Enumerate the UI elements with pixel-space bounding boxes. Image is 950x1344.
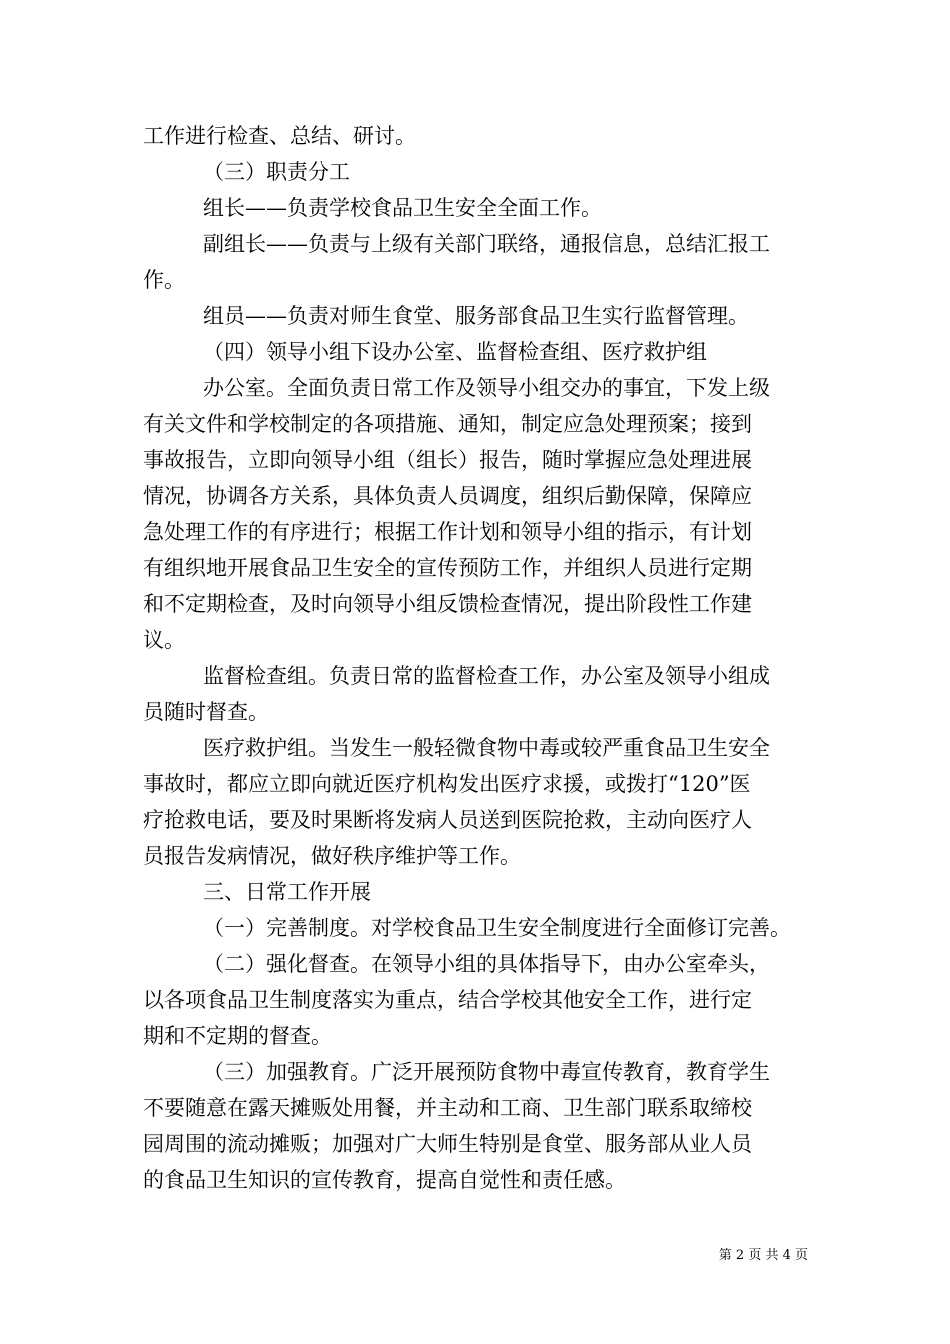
page-number: 第 2 页 共 4 页 [718, 1248, 808, 1263]
paragraph-line: 办公室。全面负责日常工作及领导小组交办的事宜，下发上级 [203, 376, 770, 400]
section-heading: （三）职责分工 [203, 160, 350, 184]
paragraph-line: 组长——负责学校食品卫生安全全面工作。 [203, 196, 602, 220]
paragraph-line: 疗抢救电话，要及时果断将发病人员送到医院抢救，主动向医疗人 [143, 808, 752, 832]
paragraph-line: 医疗救护组。当发生一般轻微食物中毒或较严重食品卫生安全 [203, 736, 770, 760]
paragraph-line: 期和不定期的督查。 [143, 1024, 332, 1048]
paragraph-line: 有关文件和学校制定的各项措施、通知，制定应急处理预案；接到 [143, 412, 752, 436]
paragraph-line: （三）加强教育。广泛开展预防食物中毒宣传教育，教育学生 [203, 1060, 770, 1084]
paragraph-line: （二）强化督查。在领导小组的具体指导下，由办公室牵头， [203, 952, 770, 976]
paragraph-line: 以各项食品卫生制度落实为重点，结合学校其他安全工作，进行定 [143, 988, 752, 1012]
paragraph-line: 议。 [143, 628, 185, 652]
body-text [143, 118, 808, 1198]
section-heading: （四）领导小组下设办公室、监督检查组、医疗救护组 [203, 340, 707, 364]
paragraph-line: 情况，协调各方关系，具体负责人员调度，组织后勤保障，保障应 [143, 484, 752, 508]
paragraph-line: 事故报告，立即向领导小组（组长）报告，随时掌握应急处理进展 [143, 448, 752, 472]
paragraph-line: 员随时督查。 [143, 700, 269, 724]
paragraph-line: 员报告发病情况，做好秩序维护等工作。 [143, 844, 521, 868]
paragraph-line: 事故时，都应立即向就近医疗机构发出医疗求援，或拨打“120”医 [143, 772, 751, 796]
paragraph-line: 急处理工作的有序进行；根据工作计划和领导小组的指示，有计划 [143, 520, 752, 544]
paragraph-line: 不要随意在露天摊贩处用餐，并主动和工商、卫生部门联系取缔校 [143, 1096, 752, 1120]
paragraph-line: 和不定期检查，及时向领导小组反馈检查情况，提出阶段性工作建 [143, 592, 752, 616]
paragraph-line: 监督检查组。负责日常的监督检查工作，办公室及领导小组成 [203, 664, 770, 688]
paragraph-line: （一）完善制度。对学校食品卫生安全制度进行全面修订完善。 [203, 916, 791, 940]
paragraph-line: 副组长——负责与上级有关部门联络，通报信息，总结汇报工 [203, 232, 770, 256]
paragraph-line: 组员——负责对师生食堂、服务部食品卫生实行监督管理。 [203, 304, 749, 328]
paragraph-line: 有组织地开展食品卫生安全的宣传预防工作，并组织人员进行定期 [143, 556, 752, 580]
paragraph-line: 的食品卫生知识的宣传教育，提高自觉性和责任感。 [143, 1168, 626, 1192]
paragraph-line: 工作进行检查、总结、研讨。 [143, 124, 416, 148]
paragraph-line: 园周围的流动摊贩；加强对广大师生特别是食堂、服务部从业人员 [143, 1132, 752, 1156]
section-heading: 三、日常工作开展 [203, 880, 371, 904]
paragraph-line: 作。 [143, 268, 185, 292]
